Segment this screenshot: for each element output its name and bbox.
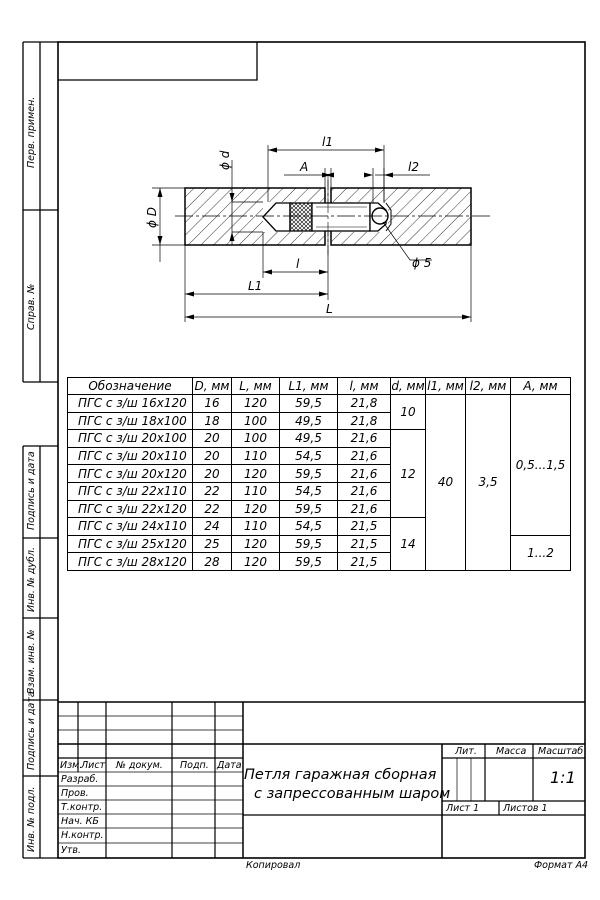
- cell-D: 22: [193, 500, 232, 518]
- tb-role-prov: Пров.: [61, 788, 89, 799]
- dim-label-phi-D: ϕ D: [145, 207, 159, 228]
- dim-label-L1: L1: [248, 279, 263, 293]
- cell-L1: 54,5: [280, 482, 338, 500]
- cell-L: 110: [232, 518, 280, 536]
- side-label-sprav-no: Справ. №: [26, 283, 37, 330]
- cell-D: 16: [193, 395, 232, 413]
- cell-l: 21,6: [338, 447, 391, 465]
- tb-role-razrab: Разраб.: [61, 774, 99, 785]
- cell-L1: 54,5: [280, 518, 338, 536]
- tb-col-list: Лист: [81, 760, 106, 771]
- cell-L1: 49,5: [280, 430, 338, 448]
- col-header: l2, мм: [466, 378, 511, 395]
- tb-lit-label: Лит.: [455, 746, 477, 757]
- spec-table-header: [68, 378, 571, 395]
- cell-l2: 3,5: [466, 395, 511, 571]
- footer-format: Формат А4: [534, 860, 589, 871]
- cell-L1: 54,5: [280, 447, 338, 465]
- cell-L: 110: [232, 447, 280, 465]
- cell-L1: 49,5: [280, 412, 338, 430]
- cell-name: ПГС с з/ш 16х120: [68, 395, 193, 413]
- col-header: D, мм: [193, 378, 232, 395]
- tb-list-label: Лист 1: [446, 803, 480, 814]
- col-header: L1, мм: [280, 378, 338, 395]
- side-label-inv-podl: Инв. № подл.: [26, 786, 37, 852]
- col-header: d, мм: [391, 379, 425, 393]
- cell-D: 20: [193, 430, 232, 448]
- dim-label-phi-d: ϕ d: [218, 150, 232, 170]
- col-header: Обозначение: [68, 378, 193, 395]
- cell-D: 20: [193, 447, 232, 465]
- cell-D: 25: [193, 535, 232, 553]
- side-label-vzam-inv: Взам. инв. №: [26, 629, 37, 694]
- cell-A: 0,5...1,5: [511, 395, 571, 536]
- cell-L: 110: [232, 482, 280, 500]
- tb-role-utv: Утв.: [61, 845, 81, 856]
- cell-name: ПГС с з/ш 20х100: [68, 430, 193, 448]
- col-header: l, мм: [338, 378, 391, 395]
- dim-label-l1: l1: [322, 135, 333, 149]
- cell-L: 100: [232, 430, 280, 448]
- cell-L: 120: [232, 500, 280, 518]
- cell-L1: 59,5: [280, 395, 338, 413]
- cell-l: 21,8: [338, 412, 391, 430]
- cell-l: 21,5: [338, 535, 391, 553]
- document-title-line1: Петля гаражная сборная: [244, 767, 437, 783]
- table-row: [68, 395, 571, 413]
- cell-L1: 59,5: [280, 500, 338, 518]
- tb-role-tkontr: Т.контр.: [61, 802, 103, 813]
- cell-name: ПГС с з/ш 22х120: [68, 500, 193, 518]
- dim-label-l2: l2: [408, 160, 419, 174]
- tb-col-data: Дата: [217, 760, 242, 771]
- cell-D: 22: [193, 482, 232, 500]
- cell-name: ПГС с з/ш 18х100: [68, 412, 193, 430]
- tb-listov-label: Листов 1: [503, 803, 548, 814]
- cell-L: 120: [232, 553, 280, 571]
- tb-col-dokum: № докум.: [116, 760, 163, 771]
- tb-masshtab-label: Масштаб: [538, 746, 584, 757]
- cell-D: 20: [193, 465, 232, 483]
- cell-l: 21,6: [338, 430, 391, 448]
- side-label-perv-primen: Перв. примен.: [26, 96, 37, 168]
- side-label-podp-data-2: Подпись и дата: [26, 691, 37, 770]
- cell-l: 21,6: [338, 465, 391, 483]
- cell-d-group: 12: [391, 430, 426, 518]
- tb-col-izm: Изм.: [60, 760, 83, 771]
- cell-L1: 59,5: [280, 535, 338, 553]
- footer-kopiroval: Копировал: [246, 860, 301, 871]
- spec-table: [67, 377, 571, 571]
- dim-label-phi-5: ϕ 5: [412, 256, 432, 270]
- cell-L1: 59,5: [280, 553, 338, 571]
- cell-D: 24: [193, 518, 232, 536]
- col-header: l1, мм: [427, 379, 464, 393]
- part-drawing: [152, 145, 490, 322]
- cell-L: 120: [232, 465, 280, 483]
- cell-name: ПГС с з/ш 22х110: [68, 482, 193, 500]
- cell-d-group: 14: [391, 518, 426, 571]
- dim-label-A: A: [300, 160, 309, 174]
- cell-A: 1...2: [511, 535, 571, 570]
- tb-massa-label: Масса: [496, 746, 527, 757]
- cell-L1: 59,5: [280, 465, 338, 483]
- dim-label-l: l: [296, 257, 300, 271]
- tb-role-nkontr: Н.контр.: [61, 830, 104, 841]
- cell-l: 21,6: [338, 482, 391, 500]
- cell-name: ПГС с з/ш 20х110: [68, 447, 193, 465]
- dim-label-L: L: [326, 302, 333, 316]
- side-label-podp-data-1: Подпись и дата: [26, 451, 37, 530]
- col-header: L, мм: [232, 378, 280, 395]
- tb-role-nach-kb: Нач. КБ: [61, 816, 99, 827]
- cell-name: ПГС с з/ш 25х120: [68, 535, 193, 553]
- cell-L: 120: [232, 395, 280, 413]
- top-left-stamp: [58, 42, 257, 80]
- cell-name: ПГС с з/ш 20х120: [68, 465, 193, 483]
- tb-scale-value: 1:1: [550, 768, 576, 787]
- side-label-inv-dubl: Инв. № дубл.: [26, 547, 37, 612]
- cell-D: 28: [193, 553, 232, 571]
- cell-name: ПГС с з/ш 28х120: [68, 553, 193, 571]
- cell-l: 21,5: [338, 553, 391, 571]
- cell-l: 21,5: [338, 518, 391, 536]
- cell-L: 120: [232, 535, 280, 553]
- cell-l: 21,8: [338, 395, 391, 413]
- document-title-line2: с запрессованным шаром: [254, 786, 451, 802]
- cell-d-group: 10: [391, 395, 426, 430]
- knurled-insert: [290, 203, 312, 231]
- cell-D: 18: [193, 412, 232, 430]
- cell-name: ПГС с з/ш 24х110: [68, 518, 193, 536]
- cell-L: 100: [232, 412, 280, 430]
- cell-l: 21,6: [338, 500, 391, 518]
- cell-l1: 40: [426, 395, 466, 571]
- col-header: A, мм: [511, 378, 571, 395]
- tb-col-podp: Подп.: [180, 760, 209, 771]
